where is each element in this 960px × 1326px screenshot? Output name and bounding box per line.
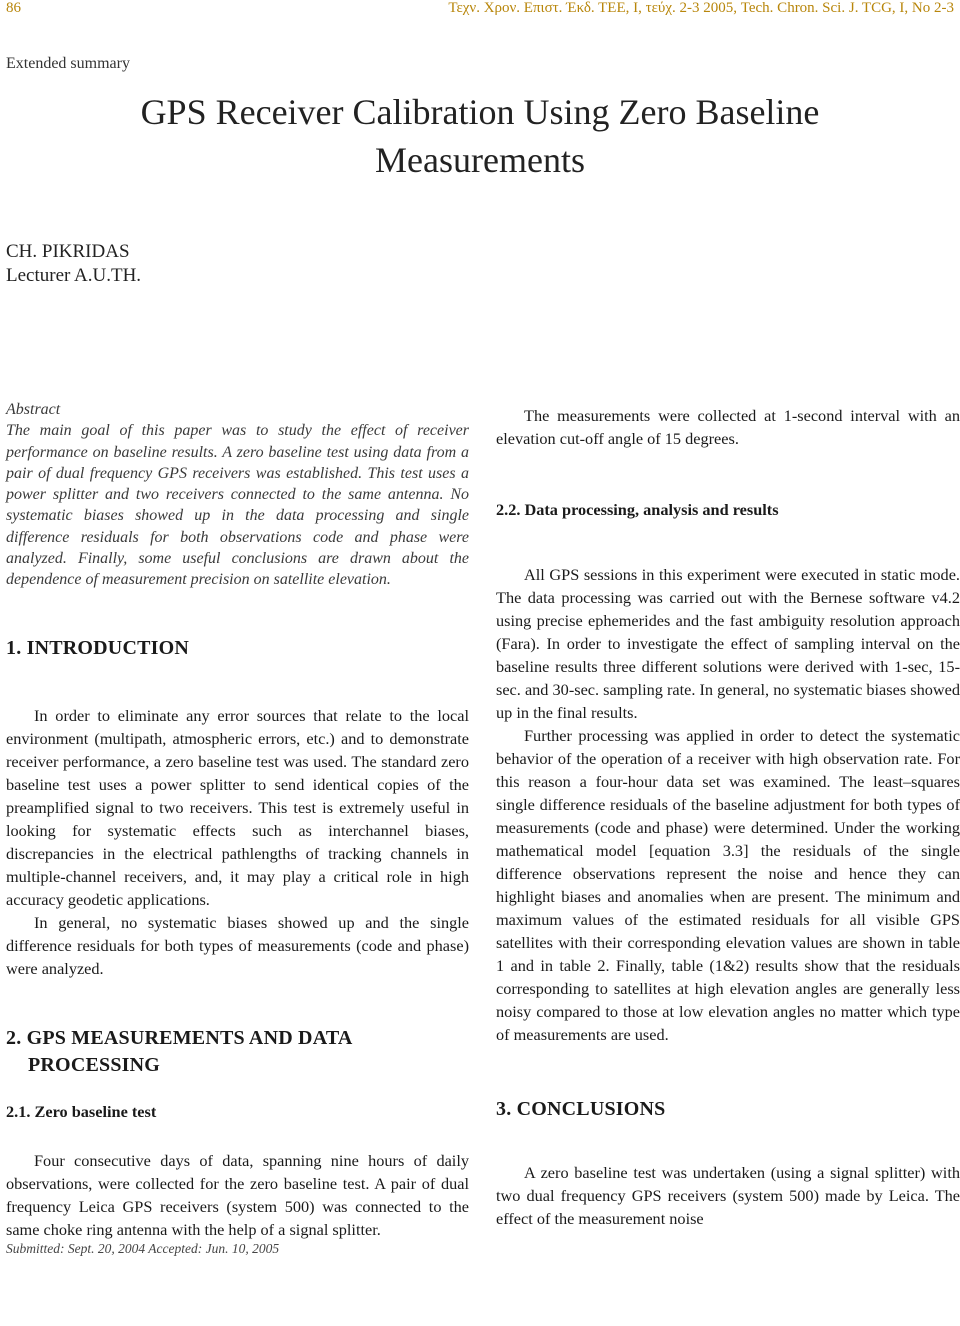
data-processing-paragraph-2: Further processing was applied in order to detect the systematic behavior of the operation of a receiver with high observation rate. For this reason a four-hour data set was examined. The least–squares single difference residuals of the baseline adjustment for both types of measurements (code and phase) were determined. Under the working mathematical model [equation 3.3] the residuals of the single difference observations represent the noise and hence they can highlight biases and anomalies when are present. The minimum and maximum values of the estimated residuals for all visible GPS satellites with their corresponding elevation values are shown in table 1 and in table 2. Finally, table (1&2) results show that the residuals corresponding to satellites at high elevation angles are generally less noisy compared to those at low elevation angles no matter which type of measurements are used. xyxy=(496,726,960,1044)
intro-paragraph-1: In order to eliminate any error sources that relate to the local environment (multipath, atmospheric errors, etc.) and to demonstrate receiver performance, a zero baseline test was used. The standard zero baseline test uses a power splitter to send identical copies of the preamplified signal to two receivers. This test is extremely useful in looking for systematic effects such as interchannel biases, discrepancies in the electrical pathlengths of tracking channels in multiple-channel receivers, and, it may play a critical role in high accuracy geodetic applications. xyxy=(6,705,469,909)
journal-header: Τεχν. Χρον. Επιστ. Έκδ. ΤΕΕ, Ι, τεύχ. 2-3 2005, Tech. Chron. Sci. J. TCG, I, No 2-3 xyxy=(448,0,954,16)
author-affiliation: Lecturer A.U.TH. xyxy=(6,265,142,286)
conclusions-paragraph-1: A zero baseline test was undertaken (using a signal splitter) with two dual frequency GPS receivers (system 500) made by Leica. The effect of the measurement noise xyxy=(496,1163,960,1228)
right-column xyxy=(496,404,960,1230)
intro-paragraph-2: In general, no systematic biases showed up and the single difference residuals for both types of measurements (code and phase) were analyzed. xyxy=(6,912,469,978)
section-title-gps xyxy=(6,1025,469,1079)
data-processing-paragraph-1: All GPS sessions in this experiment were executed in static mode. The data processing was carried out with the Bernese software v4.2 using precise ephemerides and the fast ambiguity resolution approach (Fara). In order to investigate the effect of sampling interval on the baseline results three different solutions were derived with 1-sec, 15-sec. and 30-sec. sampling rate. In general, no systematic biases showed up in the final results. xyxy=(496,565,960,722)
section-title-introduction: 1. INTRODUCTION xyxy=(6,636,190,659)
subsection-title-data-processing: 2.2. Data processing, analysis and results xyxy=(496,500,779,519)
paper-title xyxy=(0,88,960,184)
abstract-text: The main goal of this paper was to study the effect of receiver performance on baseline results. A zero baseline test using data from a pair of dual frequency GPS receivers was established. This test uses a power splitter and two receivers connected to the same antenna. No systematic biases showed up in the data processing and single difference residuals for both observations code and phase were analyzed. Finally, some useful conclusions are drawn about the dependence of measurement precision on satellite elevation. xyxy=(6,422,469,589)
author-block xyxy=(6,240,141,288)
title-line-1: GPS Receiver Calibration Using Zero Baseline xyxy=(140,92,820,132)
subsection-title-zero-baseline: 2.1. Zero baseline test xyxy=(6,1101,157,1121)
title-line-2: Measurements xyxy=(375,140,585,180)
abstract-heading: Abstract xyxy=(6,401,61,418)
author-name: CH. PIKRIDAS xyxy=(6,241,130,262)
submitted-note: Submitted: Sept. 20, 2004 Accepted: Jun. 10, 2005 xyxy=(6,1240,280,1256)
abstract xyxy=(6,399,469,591)
left-column xyxy=(6,399,469,1257)
section-title-conclusions: 3. CONCLUSIONS xyxy=(496,1098,666,1120)
section-title-gps-line-2: PROCESSING xyxy=(28,1053,161,1076)
zero-baseline-paragraph-1: Four consecutive days of data, spanning nine hours of daily observations, were collected for the zero baseline test. A pair of dual frequency Leica GPS receivers (system 500) was connected to the same choke ring antenna with the help of a signal splitter. xyxy=(6,1150,469,1239)
zero-baseline-paragraph-2: The measurements were collected at 1-second interval with an elevation cut-off angle of 15 degrees. xyxy=(496,406,960,448)
summary-label: Extended summary xyxy=(6,55,130,72)
section-title-gps-line-1: 2. GPS MEASUREMENTS AND DATA xyxy=(6,1026,353,1049)
page-number: 86 xyxy=(6,0,21,16)
